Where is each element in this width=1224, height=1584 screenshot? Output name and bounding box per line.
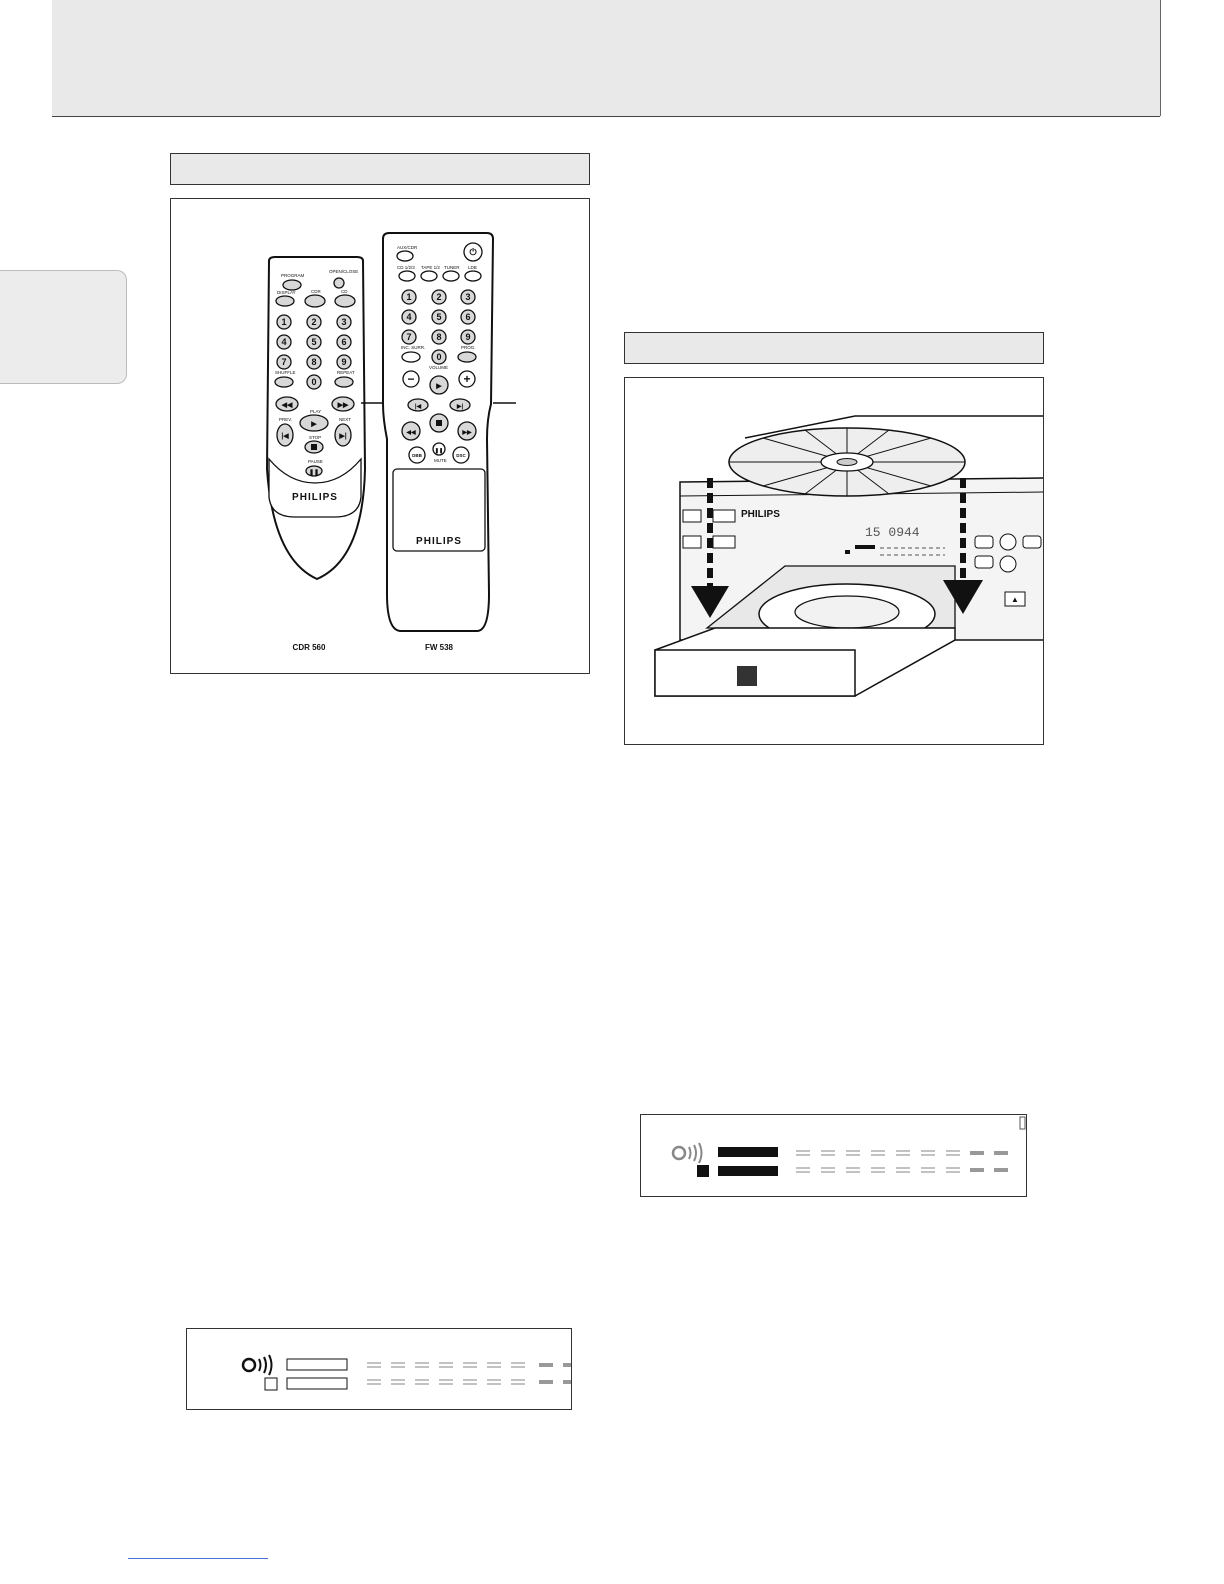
svg-text:6: 6 bbox=[341, 337, 347, 347]
svg-text:4: 4 bbox=[406, 312, 412, 322]
key-label-pause: PAUSE bbox=[308, 459, 323, 464]
key-label-cd-right: CD 1/2/3 bbox=[397, 265, 415, 270]
key-label-shuffle: SHUFFLE bbox=[275, 370, 296, 375]
footer-link-line bbox=[128, 1558, 268, 1559]
key-label-volume: VOLUME bbox=[429, 365, 449, 370]
key-label-program: PROGRAM bbox=[281, 273, 305, 278]
svg-text:6: 6 bbox=[465, 312, 471, 322]
display-panel-idle-graphic bbox=[187, 1329, 571, 1409]
svg-text:8: 8 bbox=[436, 332, 442, 342]
key-label-dbb: DBB bbox=[412, 453, 422, 458]
svg-text:▶|: ▶| bbox=[456, 404, 464, 410]
header-band bbox=[52, 0, 1160, 117]
remote-figure bbox=[170, 198, 590, 674]
remote-brand-left: PHILIPS bbox=[292, 492, 338, 503]
side-tab bbox=[0, 270, 127, 384]
key-label-display: DISPLAY bbox=[277, 290, 296, 295]
key-label-tuner: TUNER bbox=[444, 265, 460, 270]
disc-loading-figure bbox=[624, 377, 1044, 745]
key-label-dsc: DSC bbox=[456, 453, 466, 458]
disc-spin-icon bbox=[673, 1147, 685, 1159]
svg-text:|◀: |◀ bbox=[281, 433, 289, 440]
svg-text:8: 8 bbox=[311, 357, 317, 367]
svg-text:▶: ▶ bbox=[311, 421, 317, 428]
svg-text:9: 9 bbox=[341, 357, 347, 367]
display-panel-active-graphic bbox=[641, 1115, 1026, 1196]
remote-illustration bbox=[171, 199, 589, 673]
key-label-play: PLAY bbox=[310, 409, 322, 414]
svg-text:7: 7 bbox=[406, 332, 412, 342]
key-label-aux: AUX/CDR bbox=[397, 245, 418, 250]
key-label-stop: STOP bbox=[309, 435, 322, 440]
stop-indicator-icon-idle bbox=[265, 1378, 277, 1390]
key-label-cd: CD bbox=[341, 289, 348, 294]
svg-text:❚❚: ❚❚ bbox=[308, 470, 320, 476]
svg-text:0: 0 bbox=[311, 377, 317, 387]
key-label-prog: PROG. bbox=[461, 345, 476, 350]
svg-text:7: 7 bbox=[281, 357, 287, 367]
svg-text:3: 3 bbox=[341, 317, 347, 327]
svg-text:+: + bbox=[463, 372, 471, 386]
svg-text:◀◀: ◀◀ bbox=[406, 430, 416, 436]
caption-fw538: FW 538 bbox=[424, 643, 454, 652]
device-display: 15 0944 bbox=[865, 525, 920, 540]
disc-loading-illustration bbox=[625, 378, 1043, 744]
key-label-prev: PREV. bbox=[279, 417, 293, 422]
key-label-ldb: LDB bbox=[468, 265, 477, 270]
key-label-cdr: CDR bbox=[311, 289, 321, 294]
svg-text:5: 5 bbox=[436, 312, 442, 322]
key-label-open-close: OPEN/CLOSE bbox=[329, 269, 359, 274]
svg-text:2: 2 bbox=[311, 317, 317, 327]
svg-text:5: 5 bbox=[311, 337, 317, 347]
key-label-repeat: REPEAT bbox=[337, 370, 355, 375]
svg-text:9: 9 bbox=[465, 332, 471, 342]
remote-fw538 bbox=[361, 233, 516, 631]
svg-text:2: 2 bbox=[436, 292, 442, 302]
svg-text:4: 4 bbox=[281, 337, 287, 347]
caption-cdr560: CDR 560 bbox=[292, 643, 326, 652]
svg-text:−: − bbox=[407, 372, 415, 386]
svg-text:▲: ▲ bbox=[1011, 595, 1019, 604]
key-label-next: NEXT bbox=[339, 417, 352, 422]
section-bar-disc bbox=[624, 332, 1044, 364]
key-label-mute: MUTE bbox=[434, 458, 447, 463]
svg-text:1: 1 bbox=[281, 317, 287, 327]
svg-text:⏻: ⏻ bbox=[469, 247, 477, 257]
svg-text:▶▶: ▶▶ bbox=[462, 430, 472, 436]
section-bar-remote bbox=[170, 153, 590, 185]
header-divider bbox=[1160, 0, 1161, 116]
key-label-tape: TAPE 1/2 bbox=[421, 265, 440, 270]
svg-text:1: 1 bbox=[406, 292, 412, 302]
svg-text:|◀: |◀ bbox=[414, 404, 422, 410]
svg-text:▶|: ▶| bbox=[339, 433, 347, 440]
remote-cdr560 bbox=[267, 257, 365, 579]
svg-text:▶▶: ▶▶ bbox=[337, 402, 349, 409]
remote-brand-right: PHILIPS bbox=[416, 536, 462, 547]
svg-text:0: 0 bbox=[436, 352, 442, 362]
key-label-inc-surr: INC. SURR. bbox=[401, 345, 426, 350]
svg-text:▶: ▶ bbox=[436, 383, 442, 390]
svg-text:3: 3 bbox=[465, 292, 471, 302]
stop-indicator-icon bbox=[697, 1165, 709, 1177]
svg-text:❚❚: ❚❚ bbox=[434, 448, 444, 454]
disc-spin-icon-idle bbox=[243, 1359, 255, 1371]
svg-text:◀◀: ◀◀ bbox=[281, 402, 293, 409]
display-panel-idle bbox=[186, 1328, 572, 1410]
display-panel-active bbox=[640, 1114, 1027, 1197]
device-brand: PHILIPS bbox=[741, 509, 780, 520]
